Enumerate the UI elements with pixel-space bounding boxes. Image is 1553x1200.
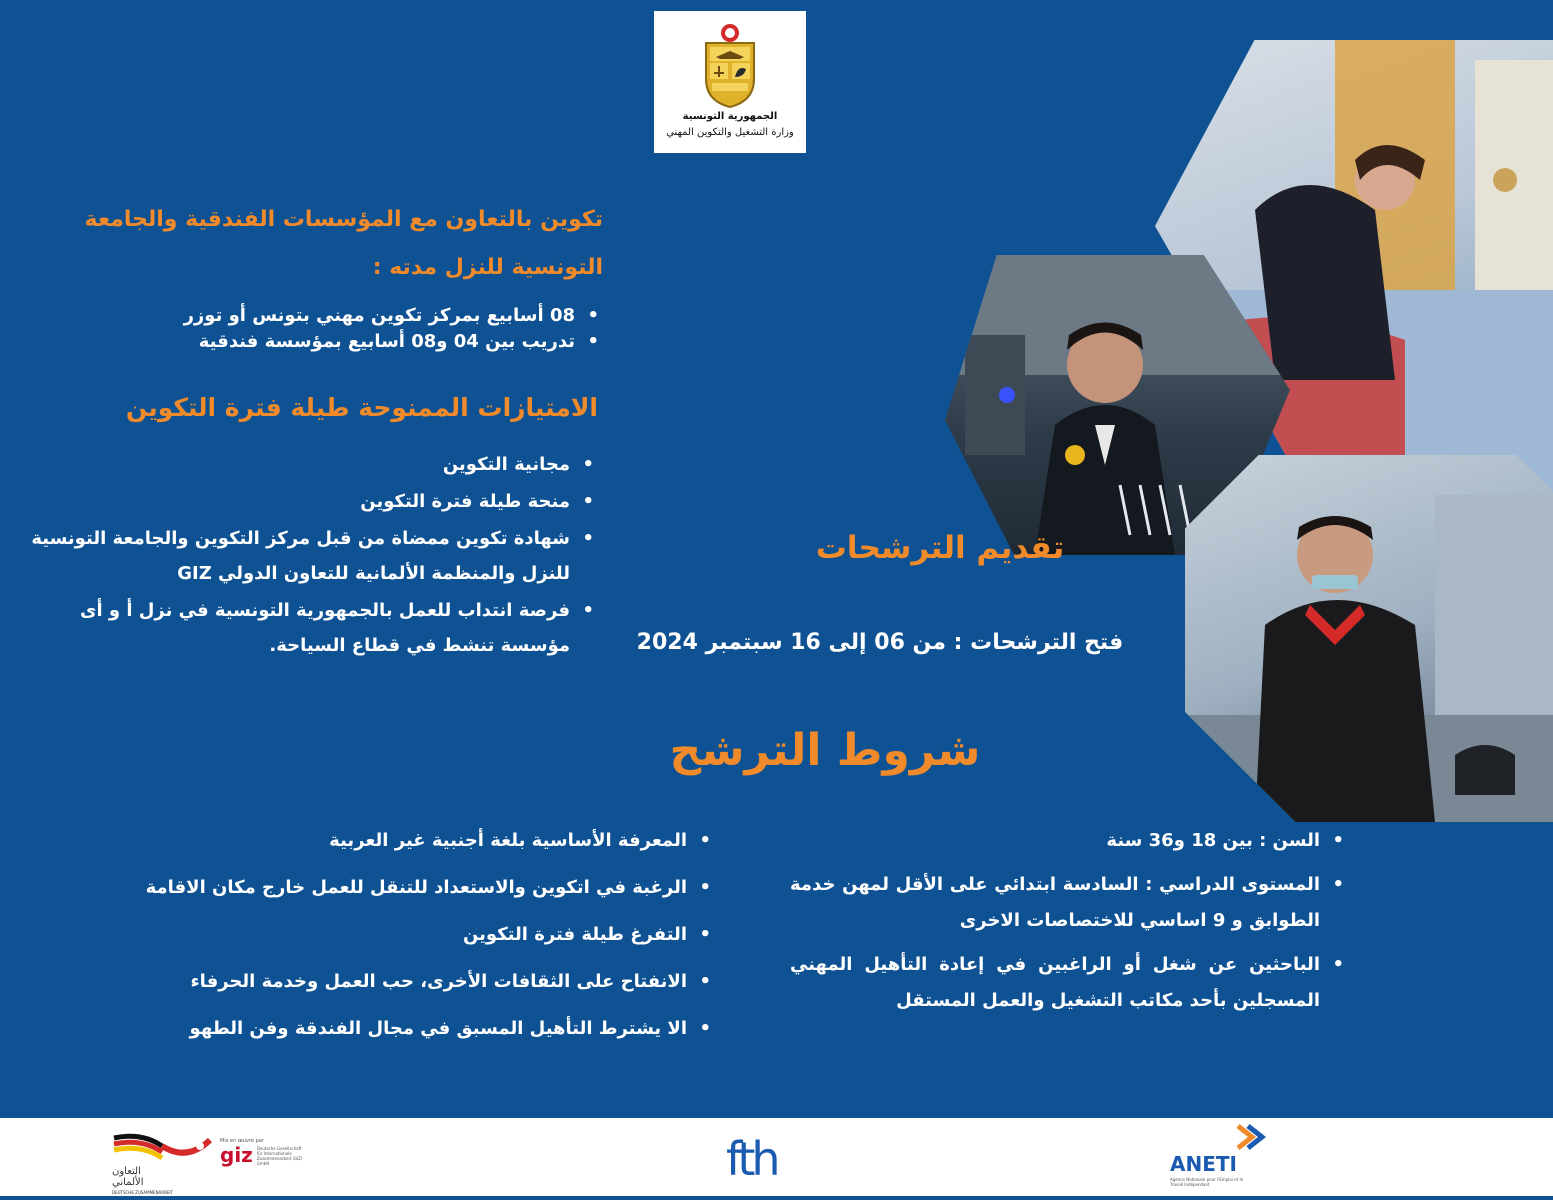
application-period: فتح الترشحات : من 06 إلى 16 سبتمبر 2024	[636, 630, 1124, 655]
giz-fullname: Deutsche Gesellschaft für Internationale Zusammenarbeit (GIZ) GmbH	[256, 1146, 303, 1166]
fth-logo	[726, 1126, 786, 1196]
list-item: • الرغبة في اتكوين والاستعداد للتنقل للعمل خارج مكان الاقامة	[145, 877, 711, 898]
tunisia-coat-of-arms-icon	[700, 21, 760, 109]
list-item: • السن : بين 18 و36 سنة	[1106, 830, 1344, 851]
fth-wordmark: fth	[726, 1132, 777, 1186]
list-item: • المستوى الدراسي : السادسة ابتدائي على الأقل لمهن خدمة الطوابق و 9 اساسي للاختصاصات الاخرى	[790, 874, 1344, 931]
intro-heading: تكوين بالتعاون مع المؤسسات الفندقية والجامعة التونسية للنزل مدته :	[84, 207, 603, 280]
list-item: • منحة طيلة فترة التكوين	[360, 491, 594, 512]
footer	[0, 1118, 1553, 1200]
conditions-left-list	[67, 823, 711, 1058]
list-item: • شهادة تكوين ممضاة من قبل مركز التكوين والجامعة التونسية للنزل والمنظمة الألمانية للتعاون الدولي GIZ	[31, 528, 594, 584]
chef-photo	[1185, 455, 1553, 822]
giz-intro: Mis en œuvre par	[220, 1138, 264, 1144]
footer-bottom-line	[0, 1196, 1553, 1200]
list-item: • الباحثين عن شغل أو الراغبين في إعادة التأهيل المهني المسجلين بأحد مكاتب التشغيل والعمل المستقل	[790, 954, 1344, 1011]
german-cooperation-label: التعاون الألماني	[112, 1166, 144, 1188]
aneti-subtitle: Agence Nationale pour l'Emploi et le Travail Indépendant	[1170, 1177, 1244, 1187]
list-item: • التفرغ طيلة فترة التكوين	[462, 924, 711, 945]
list-item: • الانفتاح على الثقافات الأخرى، حب العمل وخدمة الحرفاء	[190, 971, 711, 992]
flag-swoosh-icon	[112, 1132, 212, 1162]
application-heading: تقديم الترشحات	[815, 530, 1065, 566]
list-item: • مجانية التكوين	[442, 454, 594, 475]
duration-list	[55, 303, 599, 355]
giz-logo	[220, 1138, 310, 1178]
conditions-heading: شروط الترشح	[669, 725, 981, 776]
benefits-list	[25, 447, 594, 665]
ministry-logo-line1: الجمهورية التونسية	[682, 111, 778, 122]
german-cooperation-latin: DEUTSCHE ZUSAMMENARBEIT	[112, 1190, 173, 1195]
aneti-wordmark: ANETI	[1170, 1152, 1237, 1176]
ministry-logo	[654, 11, 806, 153]
list-item: • فرصة انتداب للعمل بالجمهورية التونسية في نزل أ و أى مؤسسة تنشط في قطاع السياحة.	[79, 600, 594, 656]
aneti-arrow-icon	[1232, 1122, 1272, 1152]
benefits-heading: الامتيازات الممنوحة طيلة فترة التكوين	[125, 393, 598, 422]
ministry-logo-line2: وزارة التشغيل والتكوين المهني	[666, 127, 794, 138]
list-item: • الا يشترط التأهيل المسبق في مجال الفندقة وفن الطهو	[189, 1018, 711, 1039]
aneti-logo	[1170, 1122, 1280, 1194]
list-item: • المعرفة الأساسية بلغة أجنبية غير العربية	[329, 830, 711, 851]
list-item: • تدريب بين 04 و08 أسابيع بمؤسسة فندقية	[198, 331, 599, 352]
conditions-right-list	[790, 823, 1344, 1027]
giz-wordmark: giz	[220, 1143, 253, 1167]
list-item: • 08 أسابيع بمركز تكوين مهني بتونس أو توزر	[183, 305, 599, 326]
german-cooperation-logo	[112, 1132, 212, 1195]
